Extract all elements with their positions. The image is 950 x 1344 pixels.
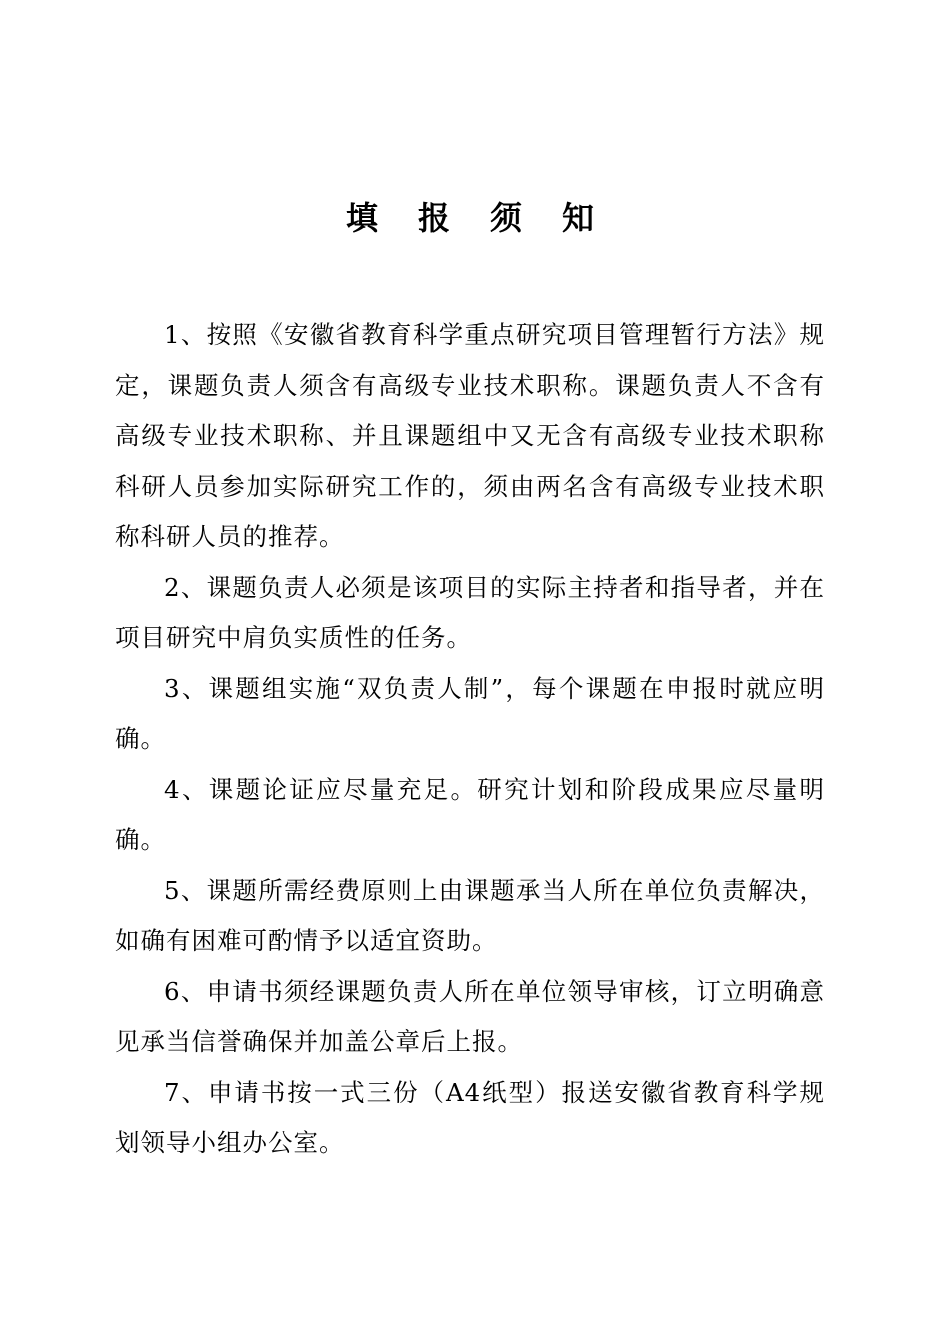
instruction-item-1: 1、按照《安徽省教育科学重点研究项目管理暂行方法》规定，课题负责人须含有高级专业技术职称。课题负责人不含有高级专业技术职称、并且课题组中又无含有高级专业技术职称科研人员参加实际研究工作的，须由两名含有高级专业技术职称科研人员的推荐。 xyxy=(115,320,825,551)
instruction-item-2: 2、课题负责人必须是该项目的实际主持者和指导者，并在项目研究中肩负实质性的任务。 xyxy=(115,572,825,652)
instruction-item-3: 3、课题组实施“双负责人制”，每个课题在申报时就应明确。 xyxy=(115,673,825,753)
instruction-item-6: 6、申请书须经课题负责人所在单位领导审核，订立明确意见承当信誉确保并加盖公章后上报。 xyxy=(115,976,825,1056)
instruction-item-4: 4、课题论证应尽量充足。研究计划和阶段成果应尽量明确。 xyxy=(115,774,825,854)
instruction-item-7: 7、申请书按一式三份（A4纸型）报送安徽省教育科学规划领导小组办公室。 xyxy=(115,1077,825,1157)
instruction-item-5: 5、课题所需经费原则上由课题承当人所在单位负责解决，如确有困难可酌情予以适宜资助。 xyxy=(115,875,825,955)
page-title: 填报须知 xyxy=(345,199,634,237)
instructions-list xyxy=(115,310,825,1169)
